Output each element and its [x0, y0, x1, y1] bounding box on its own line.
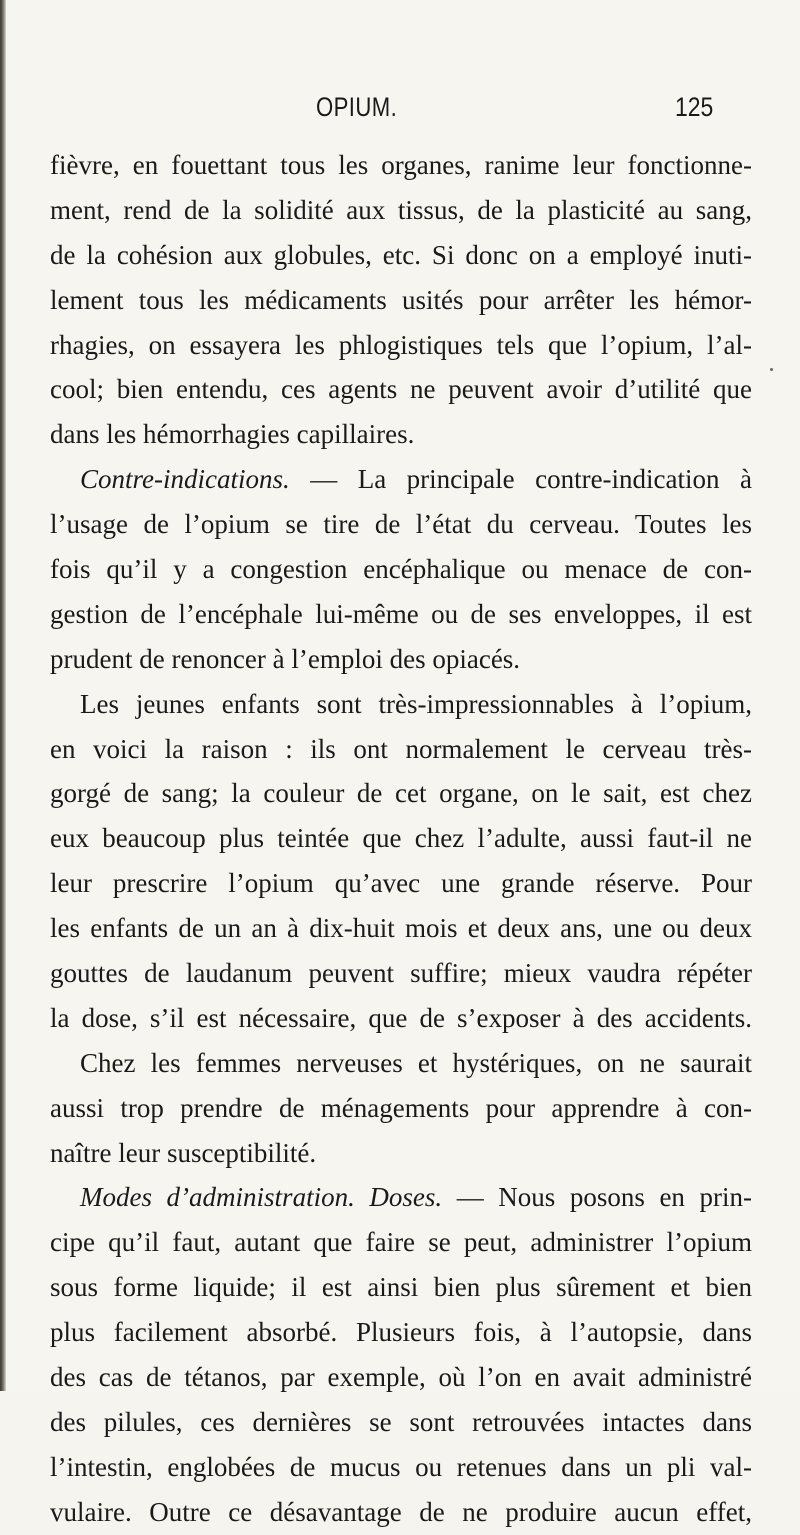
text-line: lement tous les médicaments usités pour arrêter les hémor- [50, 284, 752, 315]
section-heading: Modes d’administration. Doses. [80, 1182, 443, 1213]
text-line: fièvre, en fouettant tous les organes, ranime leur fonctionne- [50, 150, 752, 180]
text-line: prudent de renoncer à l’emploi des opiacés. [50, 643, 521, 674]
binding-edge [0, 0, 6, 1391]
text-line: gestion de l’encéphale lui-même ou de ses enveloppes, il est [50, 598, 752, 629]
text-line: Chez les femmes nerveuses et hystériques, on ne saurait [80, 1047, 752, 1078]
text-line: ment, rend de la solidité aux tissus, de la plasticité au sang, [50, 194, 752, 225]
text-line: cipe qu’il faut, autant que faire se peut, administrer l’opium [50, 1227, 752, 1258]
text-line: des cas de tétanos, par exemple, où l’on en avait administré [50, 1362, 752, 1393]
text-line: en voici la raison : ils ont normalement le cerveau très- [50, 733, 752, 764]
text-line: gouttes de laudanum peuvent suffire; mieux vaudra répéter [50, 958, 752, 989]
text-line: plus facilement absorbé. Plusieurs fois, à l’autopsie, dans [50, 1317, 752, 1348]
text-line: des pilules, ces dernières se sont retrouvées intactes dans [50, 1406, 752, 1437]
text-line: naître leur susceptibilité. [50, 1137, 317, 1168]
page-number: 125 [675, 92, 714, 122]
text-line: de la cohésion aux globules, etc. Si donc on a employé inuti- [50, 239, 752, 270]
text-line: Les jeunes enfants sont très-impressionnables à l’opium, [80, 688, 752, 719]
section-heading: Contre-indications. [80, 464, 290, 495]
print-speck [770, 368, 773, 371]
text-line: aussi trop prendre de ménagements pour apprendre à con- [50, 1092, 752, 1123]
text-line: gorgé de sang; la couleur de cet organe, on le sait, est chez [50, 778, 752, 809]
text-line: les enfants de un an à dix-huit mois et deux ans, une ou deux [50, 913, 752, 944]
running-head: OPIUM. [316, 92, 398, 122]
section-heading-line: Contre-indications. — La principale contre-indication à [80, 464, 752, 495]
section-heading-line: Modes d’administration. Doses. — Nous posons en prin- [80, 1182, 752, 1213]
text-line: l’intestin, englobées de mucus ou retenues dans un pli val- [50, 1451, 752, 1482]
text-line: l’usage de l’opium se tire de l’état du cerveau. Toutes les [50, 509, 752, 540]
text-line: eux beaucoup plus teintée que chez l’adulte, aussi faut-il ne [50, 823, 752, 854]
text-line: cool; bien entendu, ces agents ne peuvent avoir d’utilité que [50, 374, 752, 405]
text-line: leur prescrire l’opium qu’avec une grande réserve. Pour [50, 868, 752, 899]
page-header [0, 92, 800, 132]
text-line: rhagies, on essayera les phlogistiques tels que l’opium, l’al- [50, 329, 752, 360]
text-line: sous forme liquide; il est ainsi bien plus sûrement et bien [50, 1272, 752, 1303]
text-line: dans les hémorrhagies capillaires. [50, 419, 415, 450]
text-line: la dose, s’il est nécessaire, que de s’exposer à des accidents. [50, 1002, 752, 1033]
body-text [50, 143, 752, 1535]
text-line: fois qu’il y a congestion encéphalique ou menace de con- [50, 554, 752, 585]
text-line: vulaire. Outre ce désavantage de ne produire aucun effet, [50, 1496, 752, 1527]
